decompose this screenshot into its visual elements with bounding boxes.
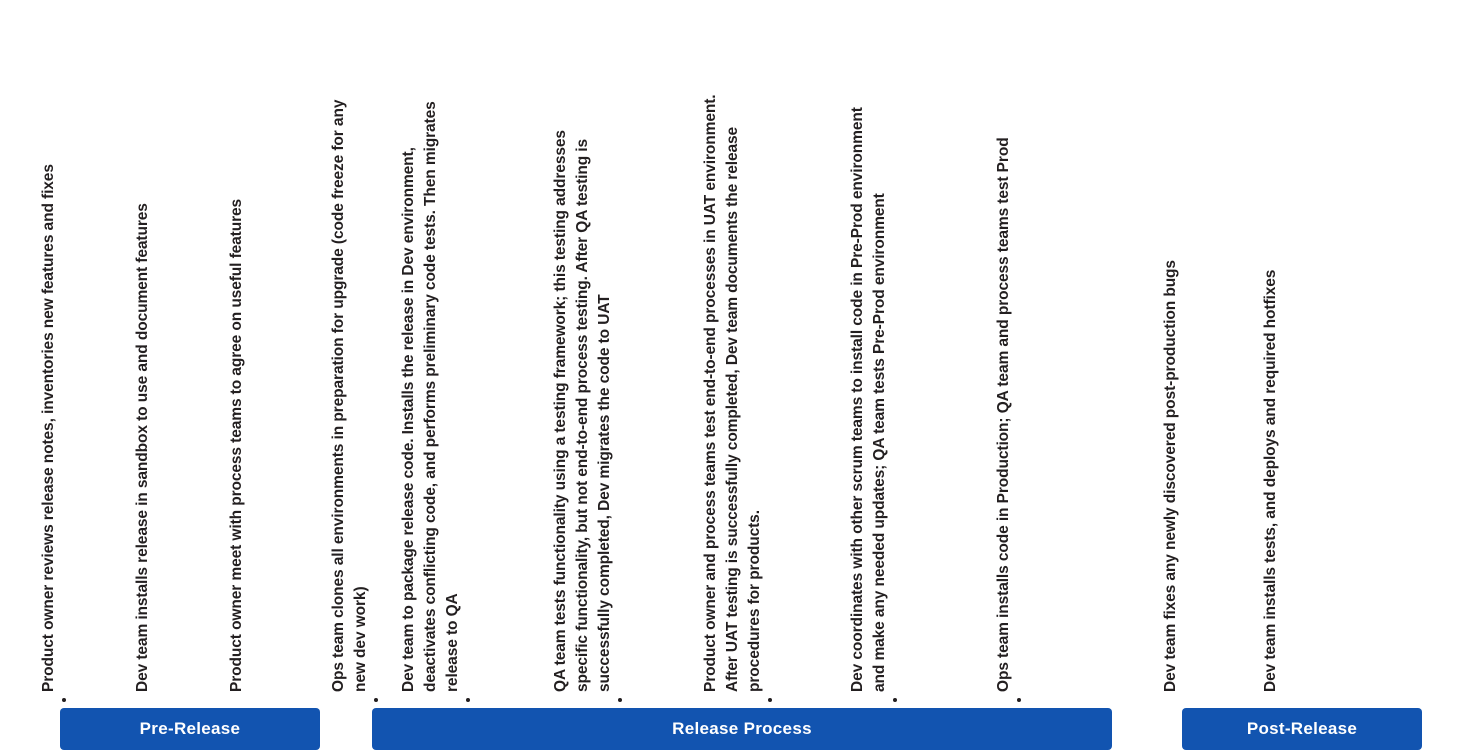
phase-release-process	[330, 88, 1107, 738]
phase-banner-post-release[interactable]	[1182, 708, 1422, 750]
phase-columns-pre-release	[40, 88, 318, 708]
bullet-text: Dev team installs tests, and deploys and required hotfixes	[1262, 269, 1279, 692]
bullet-text: Product owner and process teams test end-to-end processes in UAT environment. After UAT testing is successfully completed, Dev team documents the release procedures for products.	[702, 94, 763, 692]
bullet-dot-icon	[893, 698, 897, 702]
bullet-text: Ops team clones all environments in preparation for upgrade (code freeze for any new dev work)	[330, 99, 369, 692]
bullet-dot-icon	[1017, 698, 1021, 702]
bullet-text: Ops team installs code in Production; QA team and process teams test Prod	[995, 137, 1012, 692]
bullet-item	[228, 88, 318, 708]
bullet-text: QA team tests functionality using a testing framework; this testing addresses specific functionality, but not end-to-end process testing. After QA testing is successfully completed, Dev migrates the code to UAT	[552, 130, 613, 692]
bullet-text: Dev team to package release code. Installs the release in Dev environment, deactivates conflicting code, and performs preliminary code tests. Then migrates release to QA	[400, 101, 461, 692]
phase-banner-label: Release Process	[672, 719, 812, 738]
phase-columns-release-process	[330, 88, 1107, 708]
bullet-dot-icon	[374, 698, 378, 702]
phase-banner-label: Pre-Release	[139, 719, 241, 738]
bullet-dot-icon	[62, 698, 66, 702]
bullet-dot-icon	[618, 698, 622, 702]
phase-banner-pre-release[interactable]	[60, 708, 320, 750]
bullet-item	[1262, 88, 1362, 708]
bullet-item	[995, 88, 1107, 708]
phase-pre-release	[40, 88, 318, 738]
bullet-dot-icon	[768, 698, 772, 702]
phase-banner-release-process[interactable]	[372, 708, 1112, 750]
bullet-text: Product owner reviews release notes, inventories new features and fixes	[40, 164, 57, 692]
bullet-text: Dev team installs release in sandbox to use and document features	[134, 203, 151, 692]
bullet-text: Dev team fixes any newly discovered post-production bugs	[1162, 260, 1179, 692]
bullet-text: Product owner meet with process teams to agree on useful features	[228, 198, 245, 692]
bullet-text: Dev coordinates with other scrum teams to install code in Pre-Prod environment and make any needed updates; QA team tests Pre-Prod environment	[849, 107, 888, 692]
phase-banner-label: Post-Release	[1246, 719, 1358, 738]
bullet-dot-icon	[466, 698, 470, 702]
phase-columns-post-release	[1162, 88, 1362, 708]
phase-post-release	[1162, 88, 1362, 738]
